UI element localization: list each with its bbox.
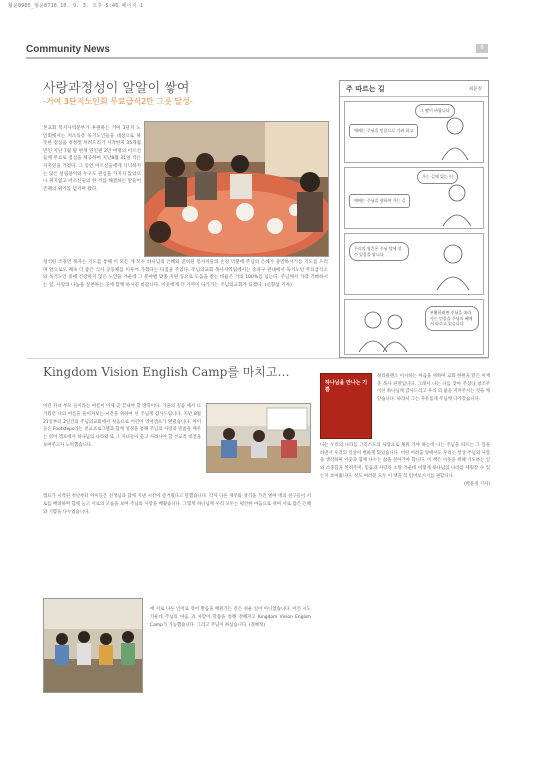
article2-wide-text: 캠프가 시작된 첫날부터 아이들은 선생님과 함께 지낸 시간이 즐거웠다고 말했습니다. 각자 다른 재주와 성격을 가진 열여 명의 친구들이 서로를 배려하며 함께 놀고 서로의 모습을 보며 주님의 사랑을 배웠습니다. 그렇게 하나님께 우리 모두는 평안한 마음으로 쉬며 서로 많은 은혜와 기쁨을 나누었습니다. bbox=[43, 494, 311, 515]
section-header bbox=[26, 44, 488, 58]
comic-figure-4 bbox=[353, 306, 413, 354]
comic-bubble-3: 우리의 영혼은 주님 앞에 설 수 있음을 압니다 bbox=[349, 242, 409, 261]
dining-photo-illustration bbox=[145, 122, 329, 257]
article1-subheadline: -거여 3단지노인회 무료급식2만 그릇 달성- bbox=[43, 97, 193, 106]
article2-right-body: 에 서로 다른 언어로 영어 발음을 배워가는 것은 쉬운 일이 아니었습니다. 이런 시도 가운데 주님의 마음 과 사랑이 말씀을 통해 전해지고 Kingdom Vision English Camp가 가능했습니다. 그리고 주님이 하셨습니다. bbox=[150, 607, 311, 628]
book-review-text: 나는 우리의 나라를 그리스도의 사랑으로 채워 가야 하는데 나는 주님을 따르는 그 일을 하면서 우리의 일상이 변하게 되었습니다. 어떤 어려움 앞에서도 우리는 항상 주님의 사랑을 생각하며 이웃과 함께 나누는 삶을 살아가야 합니다. 이 책은 이웃을 위해 기도하는 일의 소중함을 알려주며, 믿음과 사랑과 소망 가운데 어떻게 하나님의 나라를 세워갈 수 있는지 보여줍니다. 성도 여러분 모두 이 책을 꼭 읽어보시기를 권합니다. bbox=[320, 443, 490, 479]
section-rule bbox=[26, 57, 488, 59]
book-cover-title: 하나님을 만나는 기쁨 bbox=[325, 380, 368, 393]
comic-author: 최윤정 bbox=[468, 87, 482, 92]
group-photo-illustration bbox=[44, 599, 143, 693]
article2-classroom-photo bbox=[206, 403, 311, 473]
article1-headline: 사랑과정성이 알알이 쌓여 bbox=[43, 81, 190, 96]
comic-bubble-2: 가는 길에 있는 이 bbox=[417, 170, 458, 184]
comic-figure-2 bbox=[433, 182, 481, 228]
comic-strip bbox=[339, 80, 489, 358]
article2-right-text bbox=[150, 606, 311, 629]
article2-left-text: 어린 자녀 부모 들이라는 여름이 이제 곧 끝내야 할 방학이다. 가을의 걸음 에서 뜨거웠던 나의 여름을 돌이켜보는 시간을 위하여 선 주님께 감사드립니다. 지난 8월 21일부터 2일간의 주님의교회에서 처음으로 어린이 영어캠프가 열렸습니다. 아이들은 Footsteps라는 친교프로그램과 함께 성경을 통해 주님의 사랑과 말씀을 배우는 영어 캠프에서 하나님의 나라와 또 그 자녀들이 옳고 자라나야 할 선교적 비전을 보여주고자 노력했습니다. bbox=[43, 404, 201, 448]
comic-caption-2: 예배는 주님을 향하여 가는 길 bbox=[349, 194, 410, 208]
article2-byline: (정혜정) bbox=[248, 622, 266, 628]
comic-panel-2 bbox=[344, 167, 484, 229]
comic-panel-4 bbox=[344, 299, 484, 355]
book-review-body bbox=[320, 442, 490, 488]
print-header: 형윤0905_형윤0718 10. 9. 3. 오후 5:46 페이지 1 bbox=[8, 3, 144, 9]
article2-headline: Kingdom Vision English Camp를 마치고… bbox=[43, 365, 290, 379]
article1-byline: (신형섭 기자) bbox=[264, 282, 292, 288]
comic-panel-1 bbox=[344, 101, 484, 163]
comic-bubble-4: 부활하려면 주님을 따라가는 믿음을 주님의 째에서 따르고 있습니다 bbox=[425, 306, 479, 331]
book-byline: (박윤경 기자) bbox=[463, 481, 490, 487]
comic-title: 주 따르는 길 bbox=[346, 85, 385, 93]
article1-body-text: 청석한 조경민 목자는 기도를 통해 이 모든 게 모두 하나님의 은혜와 준비된 봉사자들의 손길 덕분에 주님의 은혜가 충만하시기를 기도를 드리며 앞으로도 계속 더 좋은 식사 공동체를 이루어 가겠다는 다짐을 주었다. 주님의교회 목사사역팀에서는 송파구 관내에서 독거노인 무료급식소와 독거노인 중에 건강하지 않은 노인들 가운데 그 분야별 맞춤 지원 등으로 도움을 받는 비율은 거의 100%를 넘는다. 주님께서 가장 기뻐하시는 일, 사랑의 나눔을 실천하는 곳에 함께 하시길 바랍니다. 이웃에게 더 가까이 다가가는 주님의교회가 되겠다. bbox=[43, 260, 328, 288]
article1-body bbox=[43, 259, 328, 289]
comic-caption-1: 예배는 주님을 믿음으로 가려 하고 bbox=[349, 124, 418, 138]
comic-figure-3 bbox=[425, 240, 481, 292]
comic-panel-3 bbox=[344, 233, 484, 295]
book-intro-text: 성리클랜스 이시하는 마음을 위하여 교회 한편을 맡은 이재준 목사 관찰입니다. 그래서 나는 나를 찾아 주셨다 창조주이신 하나님께 감사드리고 우리 의 삶을 지켜주시는 것을 깨닫습니다. 따라서 그는 자유롭게 주님께 다가갔습니다. bbox=[377, 374, 490, 403]
article2-group-photo bbox=[43, 598, 143, 693]
article1-column-text: 본교회 복지사역분부가 후원하는 거여 3단지 노인회에서는 저소득층 독거노인들을 대상으로 따뜻한 점심을 정성껏 차려드리기 시작한지 35개월만인 지난 7월 말 현재 연인원 2만 여명의 어르신들께 무료로 점심을 제공하여 지난8월 31일 작은 자축연을 가졌다. 그 동안 어르신들에게 넉넉하지는 않은 살림살이와 누구도 관심을 가지지 않았으나 취지없고 어르신들의 한 끼를 해결하는 만들어 존폐의 위기를 넘기며 왔다. bbox=[43, 126, 141, 192]
comic-figure-1 bbox=[430, 116, 480, 162]
page-number-badge: 8 bbox=[476, 44, 488, 53]
section-title: Community News bbox=[26, 44, 110, 55]
book-cover bbox=[320, 373, 372, 439]
classroom-photo-illustration bbox=[207, 404, 311, 473]
comic-header bbox=[340, 81, 488, 97]
comic-bubble-1: 그 빵이 바랍니다 bbox=[415, 104, 455, 118]
article1-photo bbox=[144, 121, 329, 257]
section-divider bbox=[26, 358, 488, 359]
